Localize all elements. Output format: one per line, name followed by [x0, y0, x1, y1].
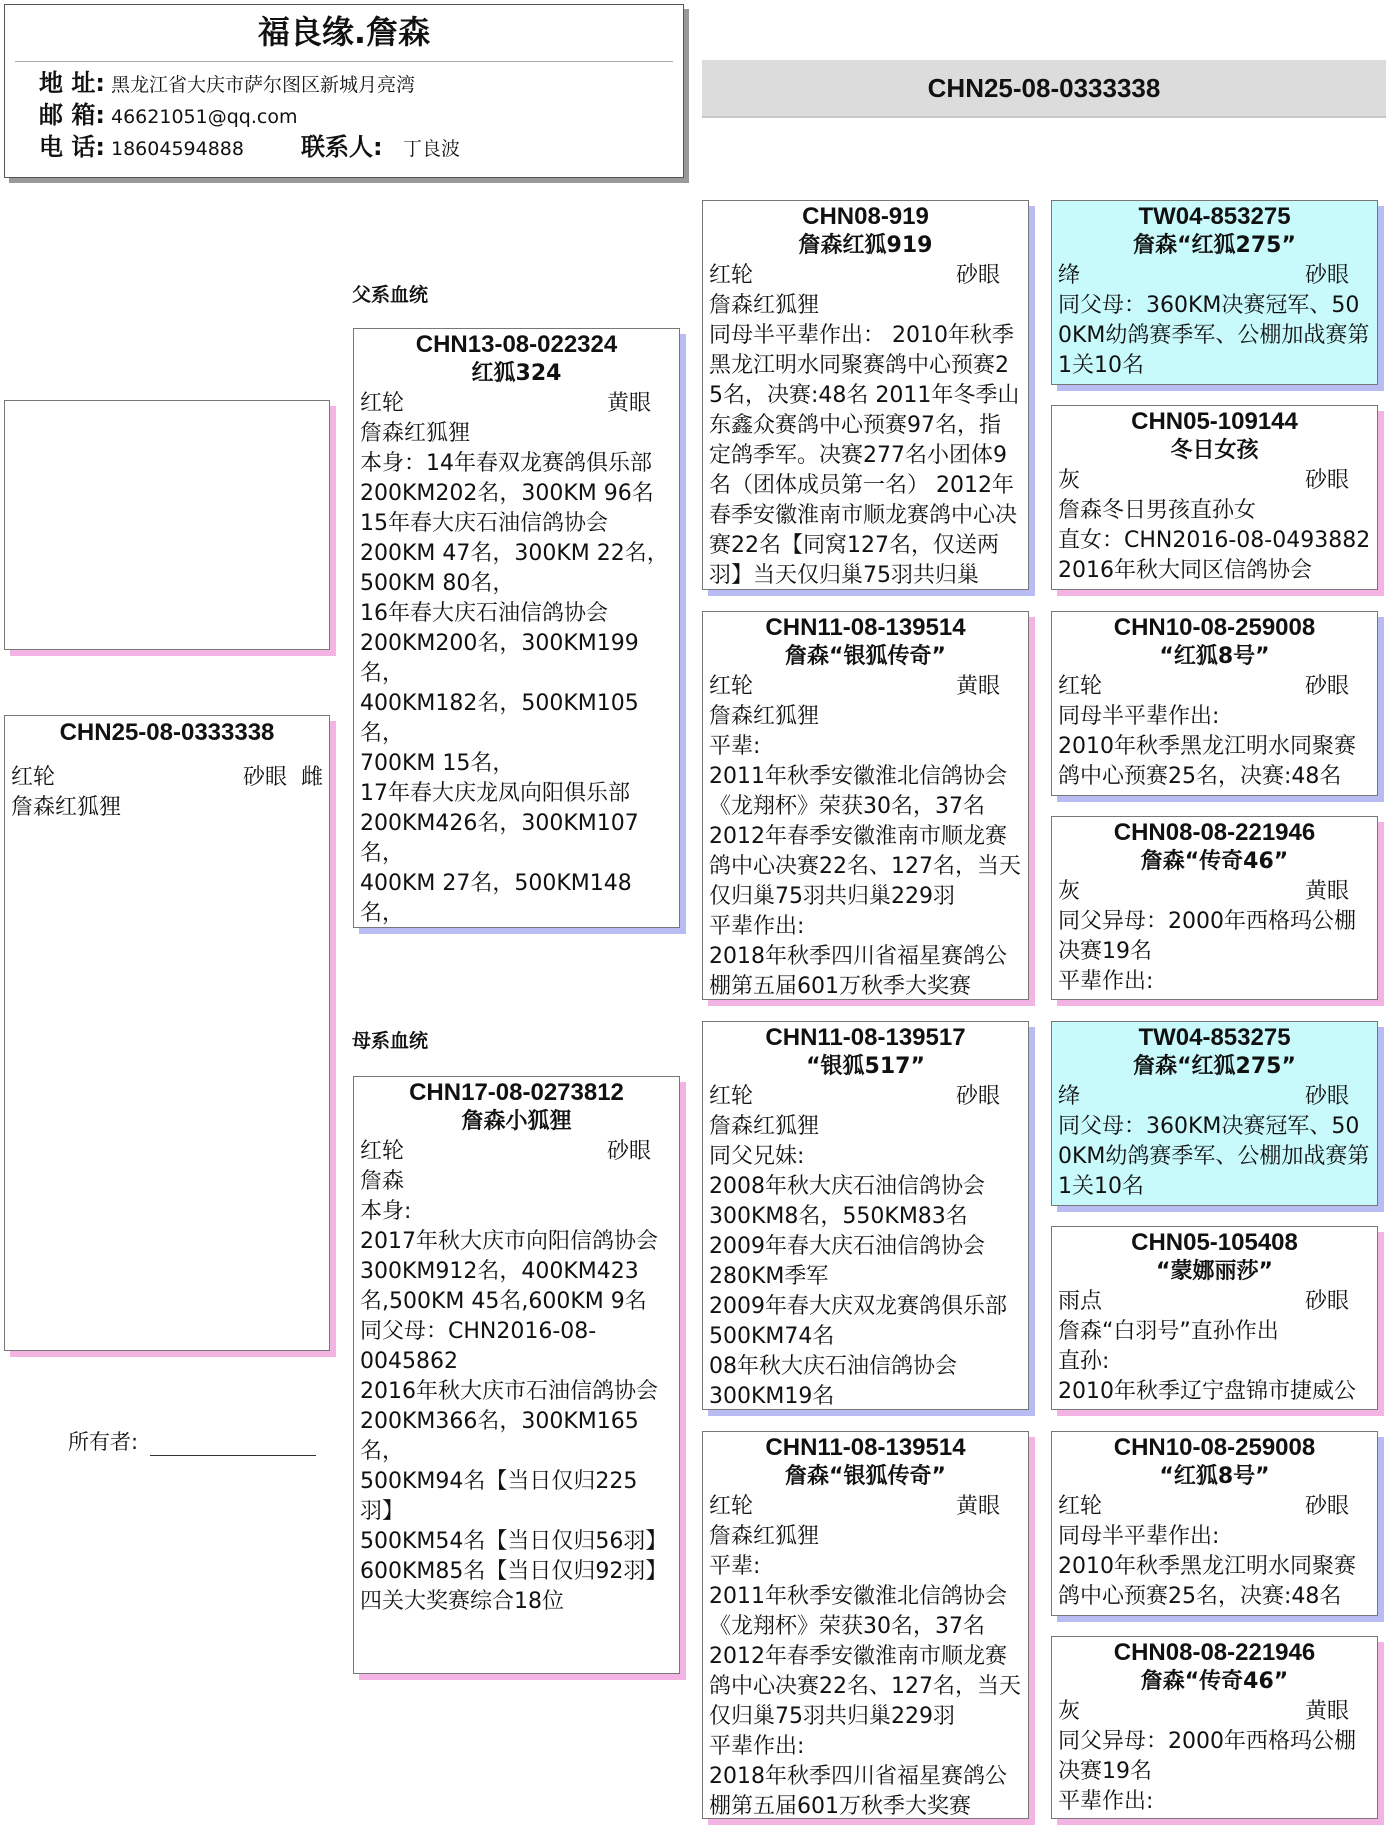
gen4-details: 同父母：360KM决赛冠军、500KM幼鸽赛季军、公棚加战赛第1关10名 [1058, 293, 1370, 378]
gen4-card [1051, 1431, 1378, 1616]
gen3-color: 红轮 [709, 263, 754, 288]
gen4-attrs [1052, 1492, 1377, 1522]
address-label: 地 址: [39, 69, 105, 97]
gen4-color: 灰 [1058, 1699, 1081, 1724]
gen4-eye: 砂眼 [1304, 1494, 1349, 1519]
gen3-eye: 黄眼 [955, 1494, 1000, 1519]
gen4-name: 詹森“传奇46” [1140, 849, 1289, 874]
phone-row [5, 132, 683, 164]
gen4-ring: TW04-853275 [1138, 203, 1291, 230]
gen4-card [1051, 1636, 1378, 1819]
gen4-eye: 砂眼 [1304, 1289, 1349, 1314]
header-card [4, 4, 684, 178]
gen4-color: 绛 [1058, 263, 1081, 288]
owner-blank [150, 1433, 316, 1456]
ring-banner-text: CHN25-08-0333338 [927, 72, 1161, 103]
contact-label: 联系人: [301, 133, 383, 161]
gen4-card [1051, 405, 1378, 590]
sire-line: 詹森红狐狸 [360, 421, 471, 446]
gen3-color: 红轮 [709, 1494, 754, 1519]
gen4-ring: CHN10-08-259008 [1113, 1434, 1316, 1461]
sire-color: 红轮 [360, 391, 405, 416]
gen4-color: 绛 [1058, 1084, 1081, 1109]
gen4-attrs [1052, 1082, 1377, 1112]
gen4-name: 詹森“传奇46” [1140, 1669, 1289, 1694]
gen3-name: 詹森“银狐传奇” [785, 644, 946, 669]
gen3-color: 红轮 [709, 674, 754, 699]
gen4-ring: CHN05-105408 [1131, 1229, 1298, 1256]
gen3-details: 同父兄妹: 2008年秋大庆石油信鸽协会 300KM8名，550KM83名 2009年春大庆石油信鸽协会 280KM季军 2009年春大庆双龙赛鸽俱乐部 500KM74名 08年秋大庆石油信鸽协会 300KM19名 [709, 1144, 1007, 1409]
gen4-attrs [1052, 466, 1377, 496]
sire-name: 红狐324 [471, 361, 562, 386]
dam-name: 詹森小狐狸 [461, 1109, 572, 1134]
gen4-card [1051, 1226, 1378, 1410]
gen4-details: 同母半平辈作出: 2010年秋季黑龙江明水同聚赛鸽中心预赛25名，决赛:48名 [1058, 1524, 1356, 1609]
loft-title: 福良缘.詹森 [257, 13, 431, 51]
gen4-name: 詹森“红狐275” [1133, 1054, 1296, 1079]
gen3-ring: CHN08-919 [802, 203, 929, 230]
sire-card [353, 328, 680, 928]
gen3-attrs [703, 672, 1028, 702]
gen3-eye: 黄眼 [955, 674, 1000, 699]
gen4-color: 红轮 [1058, 1494, 1103, 1519]
gen4-card [1051, 816, 1378, 1000]
gen3-details: 平辈: 2011年秋季安徽淮北信鸽协会《龙翔杯》荣获30名，37名 2012年春季安徽淮南市顺龙赛鸽中心决赛22名、127名，当天仅归巢75羽共归巢229羽 平辈作出: 2018年秋季四川省福星赛鸽公棚第五届601万秋季大奖赛 [709, 1554, 1021, 1819]
gen4-ring: CHN10-08-259008 [1113, 614, 1316, 641]
gen3-color: 红轮 [709, 1084, 754, 1109]
subject-eye-sex [243, 763, 323, 793]
gen3-details: 平辈: 2011年秋季安徽淮北信鸽协会《龙翔杯》荣获30名，37名 2012年春季安徽淮南市顺龙赛鸽中心决赛22名、127名，当天仅归巢75羽共归巢229羽 平辈作出: 2018年秋季四川省福星赛鸽公棚第五届601万秋季大奖赛 [709, 734, 1021, 999]
subject-sex: 雌 [300, 765, 323, 790]
owner-row [68, 1426, 316, 1456]
gen3-card [702, 1431, 1029, 1819]
subject-card [4, 715, 330, 1351]
gen3-ring: CHN11-08-139517 [765, 1024, 966, 1051]
gen4-details: 同父异母：2000年西格玛公棚决赛19名 平辈作出: [1058, 909, 1356, 994]
sire-line-label: 父系血统 [352, 284, 429, 306]
gen4-details: 同父母：360KM决赛冠军、500KM幼鸽赛季军、公棚加战赛第1关10名 [1058, 1114, 1370, 1199]
gen4-name: “蒙娜丽莎” [1156, 1259, 1273, 1284]
gen3-card [702, 1021, 1029, 1410]
gen4-attrs [1052, 261, 1377, 291]
gen4-eye: 砂眼 [1304, 263, 1349, 288]
gen4-card [1051, 200, 1378, 385]
address-row [5, 68, 683, 100]
email-row [5, 100, 683, 132]
gen3-eye: 砂眼 [955, 1084, 1000, 1109]
gen3-name: “银狐517” [806, 1054, 925, 1079]
gen3-details: 同母半平辈作出： 2010年秋季黑龙江明水同聚赛鸽中心预赛25名，决赛:48名 2011年冬季山东鑫众赛鸽中心预赛97名，指定鸽季军。决赛277名小团体9名（团体成员第一名） 2012年春季安徽淮南市顺龙赛鸽中心决赛22名【同窝127名，仅送两羽】当天仅归巢75羽共归巢 [709, 323, 1020, 588]
gen4-eye: 黄眼 [1304, 1699, 1349, 1724]
gen4-attrs [1052, 877, 1377, 907]
email-value: 46621051@qq.com [111, 106, 298, 128]
header-divider [15, 61, 673, 62]
gen4-name: 詹森“红狐275” [1133, 233, 1296, 258]
gen4-card [1051, 611, 1378, 796]
dam-eye: 砂眼 [606, 1139, 651, 1164]
gen3-line: 詹森红狐狸 [709, 1524, 820, 1549]
phone-label: 电 话: [39, 133, 105, 161]
gen4-attrs [1052, 672, 1377, 702]
gen3-ring: CHN11-08-139514 [765, 614, 966, 641]
sire-attrs [354, 389, 679, 419]
gen4-name: 冬日女孩 [1170, 438, 1259, 463]
sire-eye: 黄眼 [606, 391, 651, 416]
dam-card [353, 1076, 680, 1674]
gen4-color: 灰 [1058, 879, 1081, 904]
address-value: 黑龙江省大庆市萨尔图区新城月亮湾 [111, 74, 416, 96]
dam-color: 红轮 [360, 1139, 405, 1164]
gen3-attrs [703, 1082, 1028, 1112]
gen4-attrs [1052, 1287, 1377, 1317]
gen4-details: 詹森“白羽号”直孙作出 直孙: 2010年秋季辽宁盘锦市捷威公 [1058, 1319, 1356, 1404]
phone-value: 18604594888 [111, 138, 244, 160]
gen3-name: 詹森“银狐传奇” [785, 1464, 946, 1489]
contact-value: 丁良波 [403, 138, 461, 160]
gen4-ring: CHN05-109144 [1131, 408, 1298, 435]
dam-ring: CHN17-08-0273812 [409, 1079, 624, 1106]
sire-details: 本身：14年春双龙赛鸽俱乐部 200KM202名，300KM 96名 15年春大庆石油信鸽协会 200KM 47名，300KM 22名， 500KM 80名， 16年春大庆石油信鸽协会 200KM200名，300KM199名， 400KM182名，500KM105名， 700KM 15名， 17年春大庆龙凤向阳俱乐部 200KM426名，300KM107名， 400KM 27名，500KM148名， [360, 451, 669, 926]
gen4-ring: CHN08-08-221946 [1113, 819, 1316, 846]
gen3-attrs [703, 261, 1028, 291]
gen4-attrs [1052, 1697, 1377, 1727]
gen3-card [702, 200, 1029, 590]
gen4-ring: CHN08-08-221946 [1113, 1639, 1316, 1666]
gen4-details: 詹森冬日男孩直孙女 直女：CHN2016-08-0493882 2016年秋大同区信鸽协会 [1058, 498, 1371, 583]
gen4-color: 灰 [1058, 468, 1081, 493]
email-label: 邮 箱: [39, 101, 105, 129]
gen4-eye: 黄眼 [1304, 879, 1349, 904]
sire-ring: CHN13-08-022324 [415, 331, 618, 358]
dam-line-label: 母系血统 [352, 1030, 429, 1052]
photo-frame [4, 400, 330, 650]
subject-attrs [5, 763, 329, 793]
subject-line: 詹森红狐狸 [11, 795, 122, 820]
gen4-details: 同父异母：2000年西格玛公棚决赛19名 平辈作出: [1058, 1729, 1356, 1814]
gen4-name: “红狐8号” [1159, 644, 1270, 669]
gen4-name: “红狐8号” [1159, 1464, 1270, 1489]
gen4-eye: 砂眼 [1304, 1084, 1349, 1109]
gen4-ring: TW04-853275 [1138, 1024, 1291, 1051]
dam-attrs [354, 1137, 679, 1167]
gen4-details: 同母半平辈作出: 2010年秋季黑龙江明水同聚赛鸽中心预赛25名，决赛:48名 [1058, 704, 1356, 789]
gen4-color: 雨点 [1058, 1289, 1103, 1314]
dam-line: 詹森 [360, 1169, 405, 1194]
gen3-line: 詹森红狐狸 [709, 1114, 820, 1139]
gen3-line: 詹森红狐狸 [709, 704, 820, 729]
owner-label: 所有者: [68, 1430, 139, 1454]
gen3-name: 詹森红狐919 [798, 233, 933, 258]
subject-eye: 砂眼 [242, 765, 287, 790]
ring-banner [702, 60, 1386, 118]
gen3-line: 詹森红狐狸 [709, 293, 820, 318]
gen4-card [1051, 1021, 1378, 1206]
gen4-eye: 砂眼 [1304, 468, 1349, 493]
dam-details: 本身: 2017年秋大庆市向阳信鸽协会 300KM912名，400KM423 名,500KM 45名,600KM 9名 同父母：CHN2016-08- 0045862 2016年秋大庆市石油信鸽协会 200KM366名，300KM165名， 500KM94名【当日仅归225 羽】 500KM54名【当日仅归56羽】 600KM85名【当日仅归92羽】 四关大奖赛综合18位 [360, 1199, 668, 1614]
gen3-ring: CHN11-08-139514 [765, 1434, 966, 1461]
gen3-card [702, 611, 1029, 1000]
subject-ring: CHN25-08-0333338 [59, 719, 275, 746]
gen4-color: 红轮 [1058, 674, 1103, 699]
subject-color: 红轮 [11, 765, 56, 790]
gen4-eye: 砂眼 [1304, 674, 1349, 699]
gen3-attrs [703, 1492, 1028, 1522]
gen3-eye: 砂眼 [955, 263, 1000, 288]
